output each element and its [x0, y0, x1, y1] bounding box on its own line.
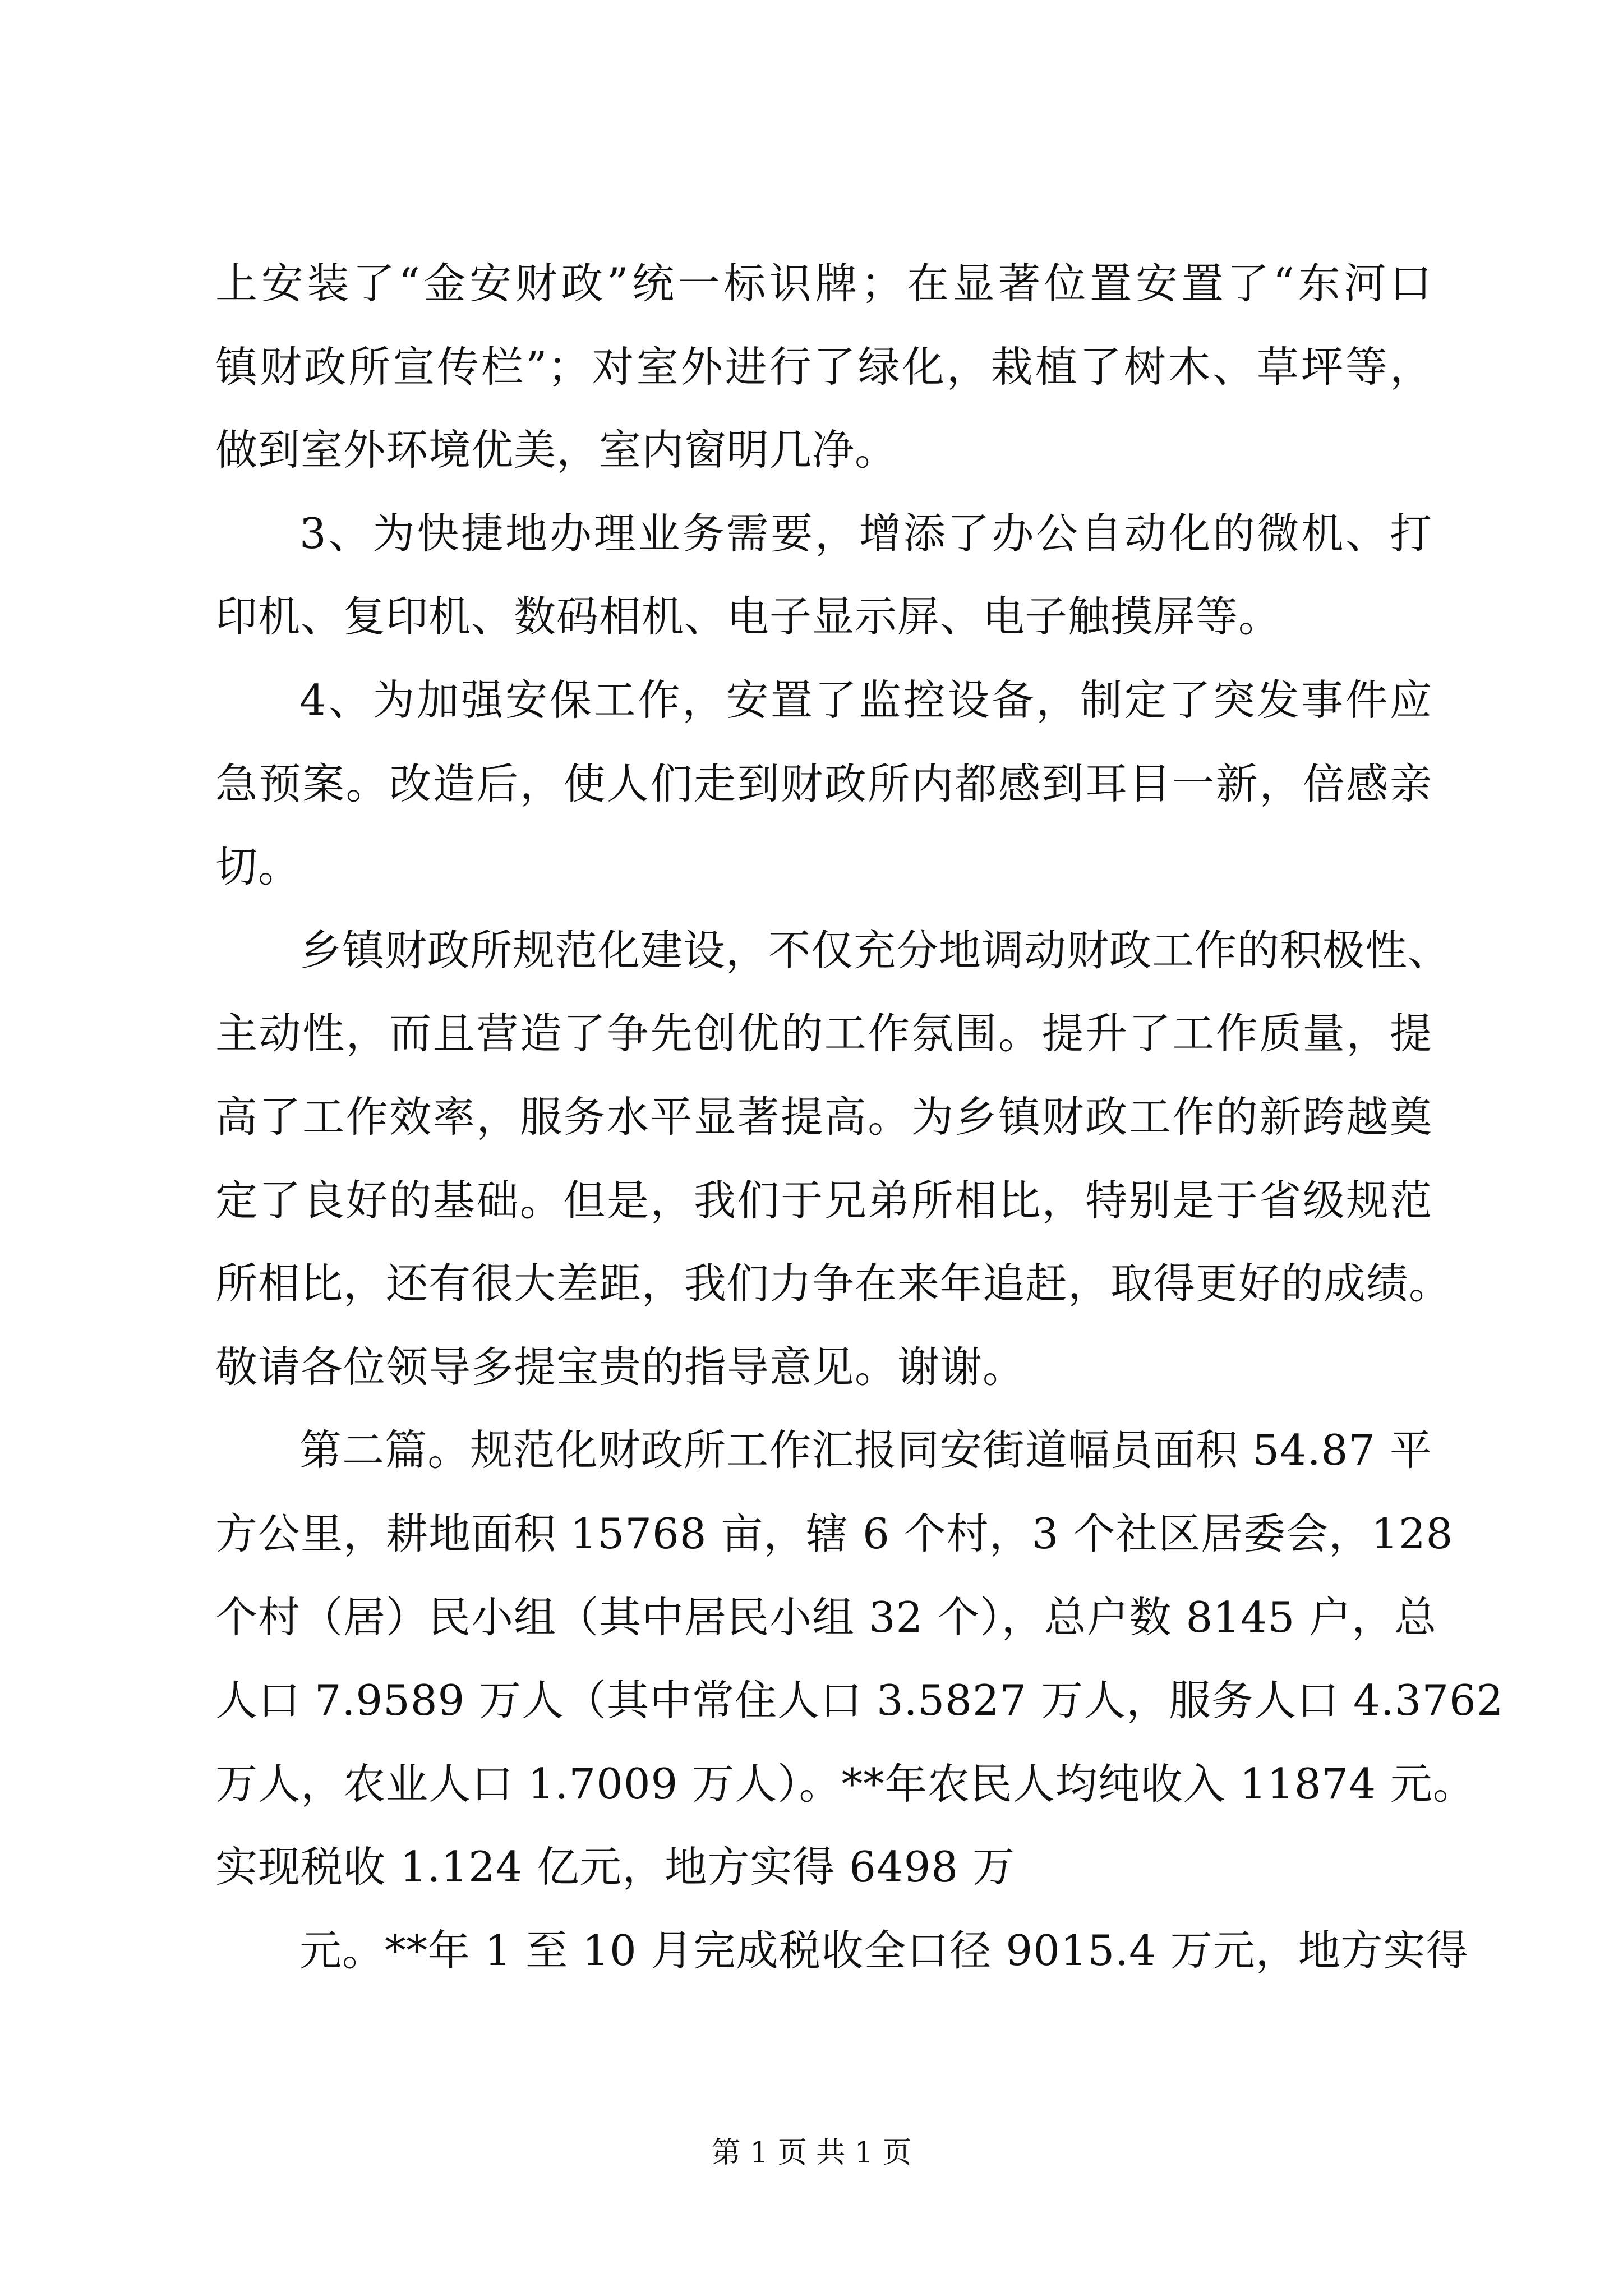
- text-line: 方公里，耕地面积 15768 亩，辖 6 个村，3 个社区居委会，128: [215, 1508, 1454, 1558]
- page-footer: 第 1 页 共 1 页: [711, 2136, 912, 2170]
- text-line: 敬请各位领导多提宝贵的指导意见。谢谢。: [215, 1342, 1026, 1392]
- text-line: 高了工作效率，服务水平显著提高。为乡镇财政工作的新跨越奠: [215, 1092, 1432, 1142]
- text-line: 上安装了“金安财政”统一标识牌；在显著位置安置了“东河口: [215, 259, 1432, 308]
- text-line: 个村（居）民小组（其中居民小组 32 个），总户数 8145 户，总: [215, 1592, 1437, 1642]
- text-line: 切。: [215, 842, 301, 892]
- text-line: 第二篇。规范化财政所工作汇报同安街道幅员面积 54.87 平: [299, 1425, 1432, 1475]
- text-line: 元。**年 1 至 10 月完成税收全口径 9015.4 万元，地方实得: [299, 1925, 1469, 1975]
- text-line: 主动性，而且营造了争先创优的工作氛围。提升了工作质量，提: [215, 1009, 1432, 1059]
- text-line: 4、为加强安保工作，安置了监控设备，制定了突发事件应: [299, 675, 1432, 725]
- text-line: 3、为快捷地办理业务需要，增添了办公自动化的微机、打: [299, 508, 1432, 558]
- text-line: 急预案。改造后，使人们走到财政所内都感到耳目一新，倍感亲: [215, 758, 1432, 808]
- text-line: 印机、复印机、数码相机、电子显示屏、电子触摸屏等。: [215, 592, 1281, 642]
- text-line: 做到室外环境优美，室内窗明几净。: [215, 425, 898, 475]
- text-line: 乡镇财政所规范化建设，不仅充分地调动财政工作的积极性、: [299, 925, 1451, 975]
- document-body: [215, 259, 1504, 2013]
- text-line: 所相比，还有很大差距，我们力争在来年追赶，取得更好的成绩。: [215, 1259, 1452, 1309]
- text-line: 实现税收 1.124 亿元，地方实得 6498 万: [215, 1842, 1015, 1892]
- text-line: 镇财政所宣传栏”；对室外进行了绿化，栽植了树木、草坪等，: [215, 342, 1432, 392]
- text-line: 人口 7.9589 万人（其中常住人口 3.5827 万人，服务人口 4.3762: [215, 1676, 1504, 1726]
- text-line: 万人，农业人口 1.7009 万人）。**年农民人均纯收入 11874 元。: [215, 1759, 1476, 1809]
- text-line: 定了良好的基础。但是，我们于兄弟所相比，特别是于省级规范: [215, 1175, 1432, 1225]
